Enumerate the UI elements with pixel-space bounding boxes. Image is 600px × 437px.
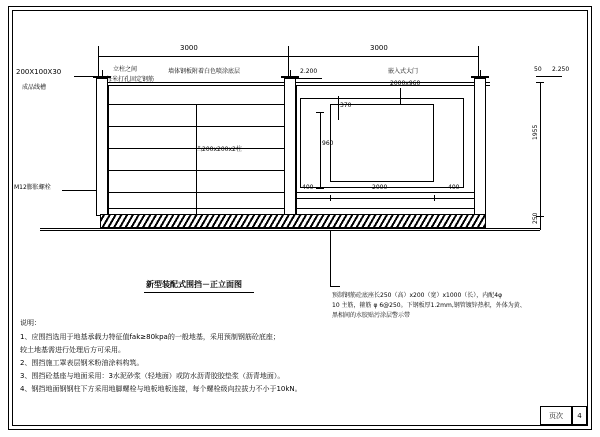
dim-line-right-span xyxy=(288,56,478,57)
dim-1955-label: 1955 xyxy=(532,124,539,140)
ground-line-2 xyxy=(40,230,540,231)
panel-line xyxy=(108,126,286,127)
post-note-label: 凸200x200x2柱 xyxy=(196,146,242,153)
foundation-hatch-band xyxy=(100,214,486,228)
dim-tick xyxy=(330,195,331,201)
right-bay-sill xyxy=(296,192,474,193)
note-item: 3、围挡砼基座与地面采用：3水泥砂浆（轻地面）或防水沥青胶胶垫浆（沥青地面）。 xyxy=(20,372,285,380)
anchor-note-label: M12膨胀螺栓 xyxy=(14,184,51,191)
level-2200-line xyxy=(296,78,322,79)
level-2250-line xyxy=(536,76,562,77)
panel-line xyxy=(108,192,286,193)
figure-title: 新型装配式围挡－正立面图 xyxy=(146,280,242,289)
dim-tick xyxy=(474,195,475,201)
dim-370-line xyxy=(338,96,339,120)
dim-400-right-label: 400 xyxy=(448,184,460,191)
door-note-label: 嵌入式大门 xyxy=(388,68,419,75)
level-2250-label: 2.250 xyxy=(552,66,570,73)
dim-1955-line xyxy=(540,82,541,216)
dim-370-label: 370 xyxy=(340,102,352,109)
dim-960-tick-top xyxy=(316,112,324,113)
foundation-callout-leader-v xyxy=(330,230,331,286)
column-gap-label: 立柱之间 xyxy=(113,66,138,73)
dim-tick xyxy=(434,195,435,201)
dim-960-tick-bottom xyxy=(316,188,324,189)
post-left-finial xyxy=(102,70,103,76)
corner-note2-label: 成品线槽 xyxy=(22,84,47,91)
post-right-finial xyxy=(480,70,481,76)
dim-960-line xyxy=(320,112,321,188)
bay-left-edge xyxy=(108,85,109,215)
post-right-cap xyxy=(471,76,489,78)
foundation-callout-leader-h xyxy=(330,286,340,287)
foundation-note-2: 10 主筋，箍筋 φ 6@250。下钢板厚1.2mm,钢管镀锌热积，外体为黄、 xyxy=(332,302,526,309)
door-inner-leaf xyxy=(330,104,434,182)
notes-title: 说明： xyxy=(20,319,41,327)
column-gap-label2: 每米打孔固定钢筋 xyxy=(106,76,155,83)
panel-line xyxy=(108,104,286,105)
dim-left-span-label: 3000 xyxy=(180,44,198,52)
level-2200-label: 2.200 xyxy=(300,68,318,75)
note-item: 2、围挡施工罩表层钢米粉油涂料构筑。 xyxy=(20,359,144,367)
stamp-page: 4 xyxy=(572,406,587,425)
dim-tick xyxy=(98,53,99,59)
door-leader xyxy=(400,88,401,104)
dim-1955-tick-top xyxy=(536,82,544,83)
anchor-leader xyxy=(62,190,96,191)
stamp-label: 页次 xyxy=(540,406,572,425)
foundation-note-3: 黑相间的水胶贴污涂层警示带 xyxy=(332,312,411,319)
dim-tick xyxy=(296,195,297,201)
dim-250-line xyxy=(540,216,541,230)
door-size-label: 2000x960 xyxy=(390,80,421,87)
right-bay-sill-2 xyxy=(296,208,474,209)
dim-50-label: 50 xyxy=(534,66,542,73)
note-item: 4、钢挡地面钢钢柱下方采用地脚螺栓与地板地板连接，每个螺栓级向拉拔力不小于10kN。 xyxy=(20,385,302,393)
panel-coating-note: 墙体钢板附着白色喷涂底层 xyxy=(168,68,241,75)
panel-line xyxy=(108,170,286,171)
dim-250-label: 250 xyxy=(532,212,539,224)
figure-title-underline xyxy=(144,292,254,293)
bottom-dim-line xyxy=(296,198,474,199)
post-right xyxy=(474,78,486,216)
panel-mid-divider xyxy=(196,104,197,215)
dim-tick xyxy=(288,53,289,59)
corner-note-label: 200X100X30 xyxy=(16,68,62,76)
dim-2000-label: 2000 xyxy=(372,184,388,191)
panel-line xyxy=(108,208,286,209)
foundation-note-1: 预制钢筋砼底座长250（高）x200（宽）x1000（长），内配4φ xyxy=(332,292,503,299)
post-middle-finial xyxy=(290,70,291,76)
dim-line-left-span xyxy=(98,56,288,57)
note-item: 较土地基需进行处理后方可采用。 xyxy=(20,346,125,354)
dim-960-label: 960 xyxy=(322,140,334,147)
post-left xyxy=(96,78,108,216)
dim-right-span-label: 3000 xyxy=(370,44,388,52)
dim-400-left-label: 400 xyxy=(302,184,314,191)
note-item: 1、应围挡选用于地基承载力特征值fak≥80kpa的一般地基，采用预制钢筋砼底座； xyxy=(20,333,280,341)
post-middle xyxy=(284,78,296,216)
ground-line xyxy=(40,228,540,229)
dim-tick xyxy=(478,53,479,59)
